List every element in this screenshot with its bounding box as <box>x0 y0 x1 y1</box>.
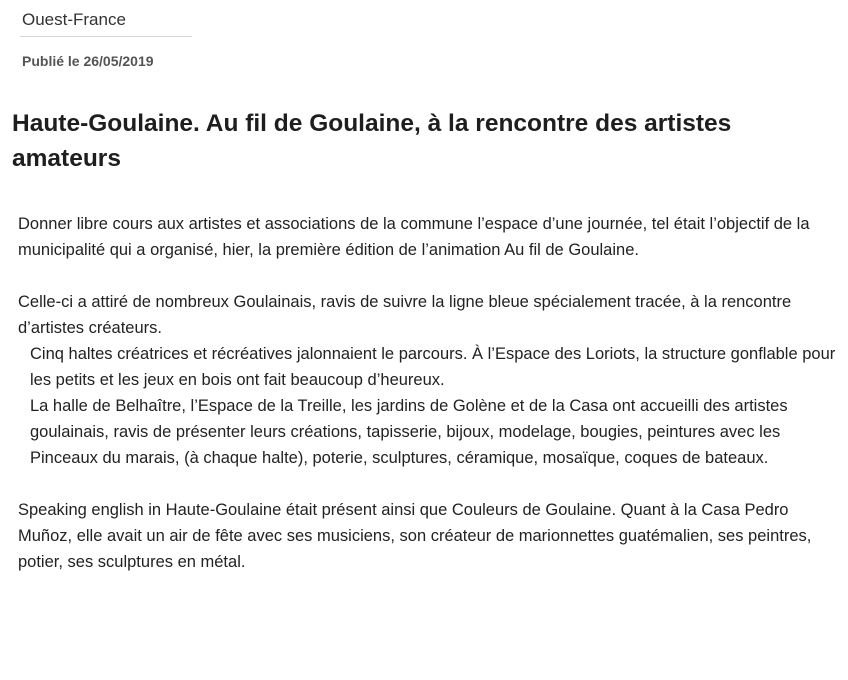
paragraph <box>18 211 840 263</box>
source-name: Ouest-France <box>20 8 192 37</box>
article-header <box>20 8 192 69</box>
publish-date: Publié le 26/05/2019 <box>22 53 154 69</box>
paragraph-text: Speaking english in Haute-Goulaine était présent ainsi que Couleurs de Goulaine. Quant à la Casa Pedro Muñoz, elle avait un air de fête avec ses musiciens, son créateur de marionnettes guatémalien, ses peintres, potier, ses sculptures en métal. <box>18 501 812 571</box>
paragraph-sentence: La halle de Belhaître, l’Espace de la Treille, les jardins de Golène et de la Casa ont accueilli des artistes goulainais, ravis de présenter leurs créations, tapisserie, bijoux, modelage, bougies, peintures avec les Pinceaux du marais, (à chaque halte), poterie, sculptures, céramique, mosaïque, coques de bateaux. <box>30 397 788 467</box>
article-body <box>18 211 840 601</box>
paragraph-sentence: Cinq haltes créatrices et récréatives jalonnaient le parcours. À l’Espace des Loriots, la structure gonflable pour les petits et les jeux en bois ont fait beaucoup d’heureux. <box>30 345 836 389</box>
paragraph-sentence: Celle-ci a attiré de nombreux Goulainais, ravis de suivre la ligne bleue spécialement tracée, à la rencontre d’artistes créateurs. <box>18 293 792 337</box>
paragraph <box>18 497 840 575</box>
article-title: Haute-Goulaine. Au fil de Goulaine, à la rencontre des artistes amateurs <box>12 110 732 172</box>
paragraph <box>18 289 840 471</box>
paragraph-text: Donner libre cours aux artistes et associations de la commune l’espace d’une journée, tel était l’objectif de la municipalité qui a organisé, hier, la première édition de l’animation Au fil de Goulaine. <box>18 215 810 259</box>
